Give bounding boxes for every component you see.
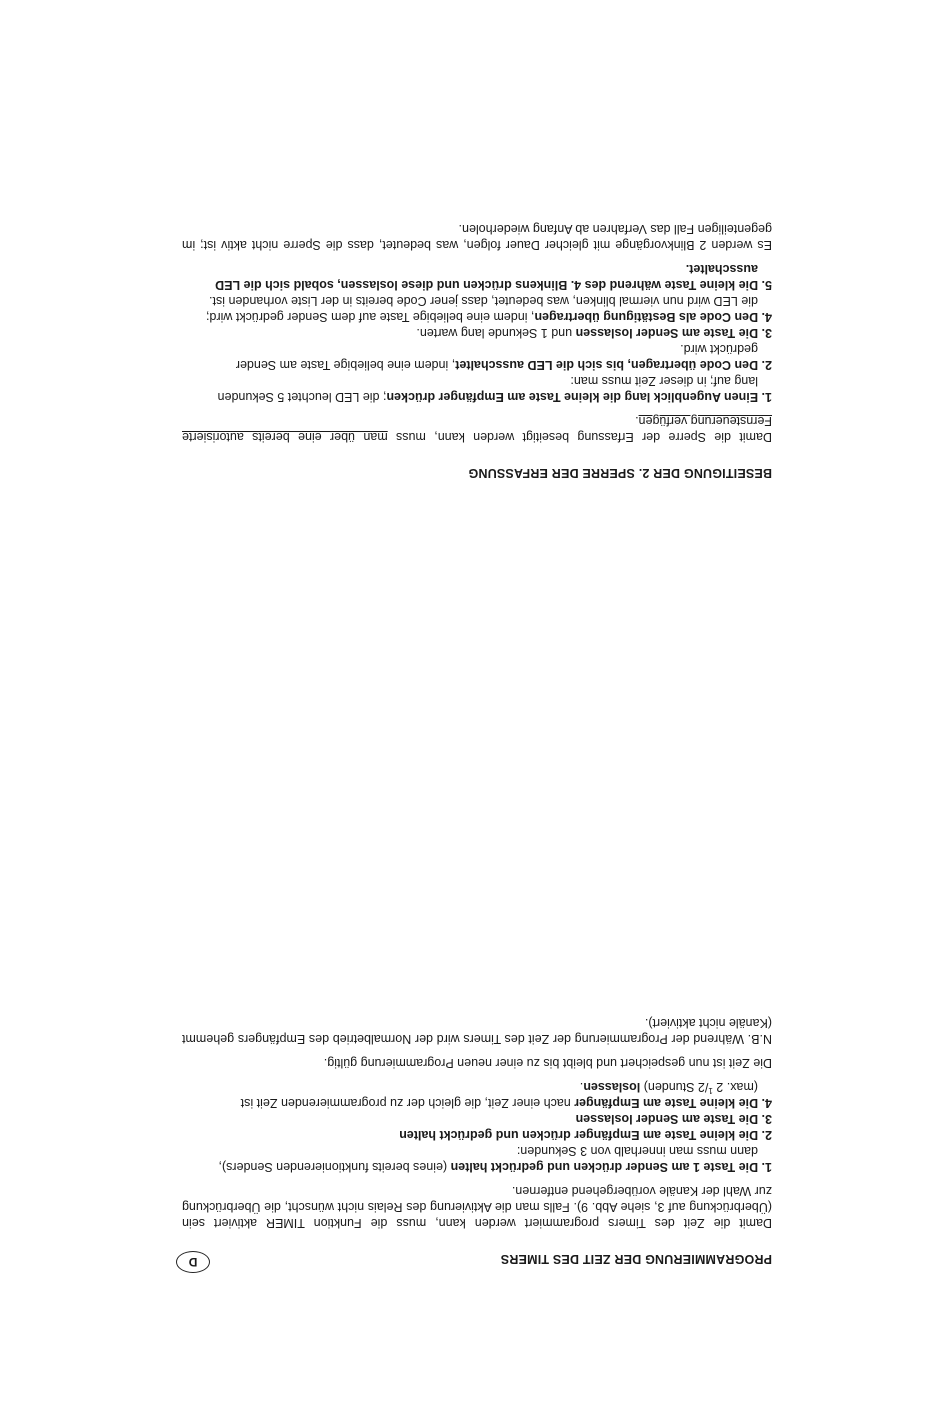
step-bold-text: Die kleine Taste am Empfänger — [574, 1096, 759, 1110]
fraction-denominator: /2 Stunden) — [640, 1080, 709, 1094]
step-text: , indem eine beliebige Taste auf dem Sender gedrückt wird; — [205, 310, 535, 324]
step-number: 3. — [761, 1112, 772, 1126]
step-number: 4. — [761, 1096, 772, 1110]
step-number: 1. — [761, 390, 772, 404]
punctuation: . — [579, 1080, 584, 1094]
step-text: , indem eine beliebige Taste am Sender — [235, 358, 456, 372]
step-number: 5. — [761, 278, 772, 292]
step-continuation — [182, 1079, 772, 1095]
step-item — [182, 373, 772, 405]
section-heading: PROGRAMMIERUNG DER ZEIT DES TIMERS — [500, 1252, 772, 1266]
step-bold-text: Den Code als Bestätigung übertragen — [534, 310, 759, 324]
intro-text: Damit die Sperre der Erfassung beseitigt werden kann, muss — [387, 430, 772, 444]
language-badge: D — [176, 1251, 210, 1273]
step-bold-text: Die Taste 1 am Sender drücken und gedrückt halten — [450, 1160, 759, 1174]
section-heading: BESEITIGUNG DER 2. SPERRE DER ERFASSUNG — [468, 466, 772, 480]
step-continuation: ausschaltet. — [685, 262, 758, 276]
section-lock-removal — [182, 213, 772, 481]
intro-paragraph — [182, 413, 772, 445]
intro-underlined-text: man über eine bereits autorisierte Fernsteuerung verfügen — [182, 414, 772, 444]
step-bold-text: Die kleine Taste am Empfänger drücken und gedrückt halten — [399, 1128, 759, 1142]
duration-text: (max. 2 — [712, 1080, 758, 1094]
step-item — [182, 1127, 772, 1143]
step-number: 2. — [761, 358, 772, 372]
steps-list — [182, 1079, 772, 1175]
step-continuation: gedrückt wird. — [680, 342, 758, 356]
steps-list — [182, 261, 772, 405]
step-number: 4. — [761, 310, 772, 324]
step-number: 2. — [761, 1128, 772, 1142]
fraction-numerator: 1 — [708, 1086, 713, 1096]
step-text: ; die LED leuchtet 5 Sekunden — [217, 390, 387, 404]
step-bold-text: Einen Augenblick lang die kleine Taste am Empfänger drücken — [386, 390, 759, 404]
section-timer-programming — [182, 1007, 772, 1267]
step-text: nach einer Zeit, die gleich der zu programmierenden Zeit ist — [240, 1096, 575, 1110]
punctuation: . — [635, 414, 639, 428]
step-item — [182, 341, 772, 373]
step-text: und 1 Sekunde lang warten. — [416, 326, 576, 340]
step-bold-text: Den Code übertragen, bis sich die LED ausschaltet — [455, 358, 759, 372]
step-item — [182, 261, 772, 293]
step-bold-text: Die kleine Taste während des 4. Blinkens drücken und diese loslassen, sobald sich die LED — [215, 278, 759, 292]
step-item — [182, 1143, 772, 1175]
step-number: 1. — [761, 1160, 772, 1174]
intro-paragraph: Damit die Zeit des Timers programmiert werden kann, muss die Funktion TIMER aktiviert sein (Überbrückung auf 3, siehe Abb. 9). Falls man die Aktivierung des Relais nicht wünscht, die Überbrückung zur Wahl der Kanäle vorübergehend entfernen. — [182, 1184, 772, 1230]
step-continuation: lang auf; in dieser Zeit muss man: — [570, 374, 758, 388]
saved-note: Die Zeit ist nun gespeichert und bleibt bis zu einer neuen Programmierung gültig. — [323, 1056, 772, 1070]
step-item — [182, 325, 772, 341]
step-continuation: die LED wird nun viermal blinken, was bedeutet, dass jener Code bereits in der Liste vorhanden ist. — [209, 294, 758, 308]
step-bold-text: Die Taste am Sender loslassen — [575, 1112, 759, 1126]
step-item — [182, 293, 772, 325]
release-instruction: loslassen — [583, 1080, 641, 1094]
step-text: (eines bereits funktionierenden Senders), — [218, 1160, 451, 1174]
step-number: 3. — [761, 326, 772, 340]
step-continuation: dann muss man innerhalb von 3 Sekunden: — [516, 1144, 758, 1158]
closing-paragraph: Es werden 2 Blinkvorgänge mit gleicher Dauer folgen, was bedeutet, dass die Sperre nicht aktiv ist; im gegenteiligen Fall das Verfahren ab Anfang wiederholen. — [182, 222, 772, 252]
nb-note: N.B. Während der Programmierung der Zeit des Timers wird der Normalbetrieb des Empfängers gehemmt (Kanäle nicht aktiviert). — [182, 1016, 772, 1046]
step-item — [182, 1079, 772, 1111]
step-item — [182, 1111, 772, 1127]
step-bold-text: Die Taste am Sender loslassen — [575, 326, 759, 340]
